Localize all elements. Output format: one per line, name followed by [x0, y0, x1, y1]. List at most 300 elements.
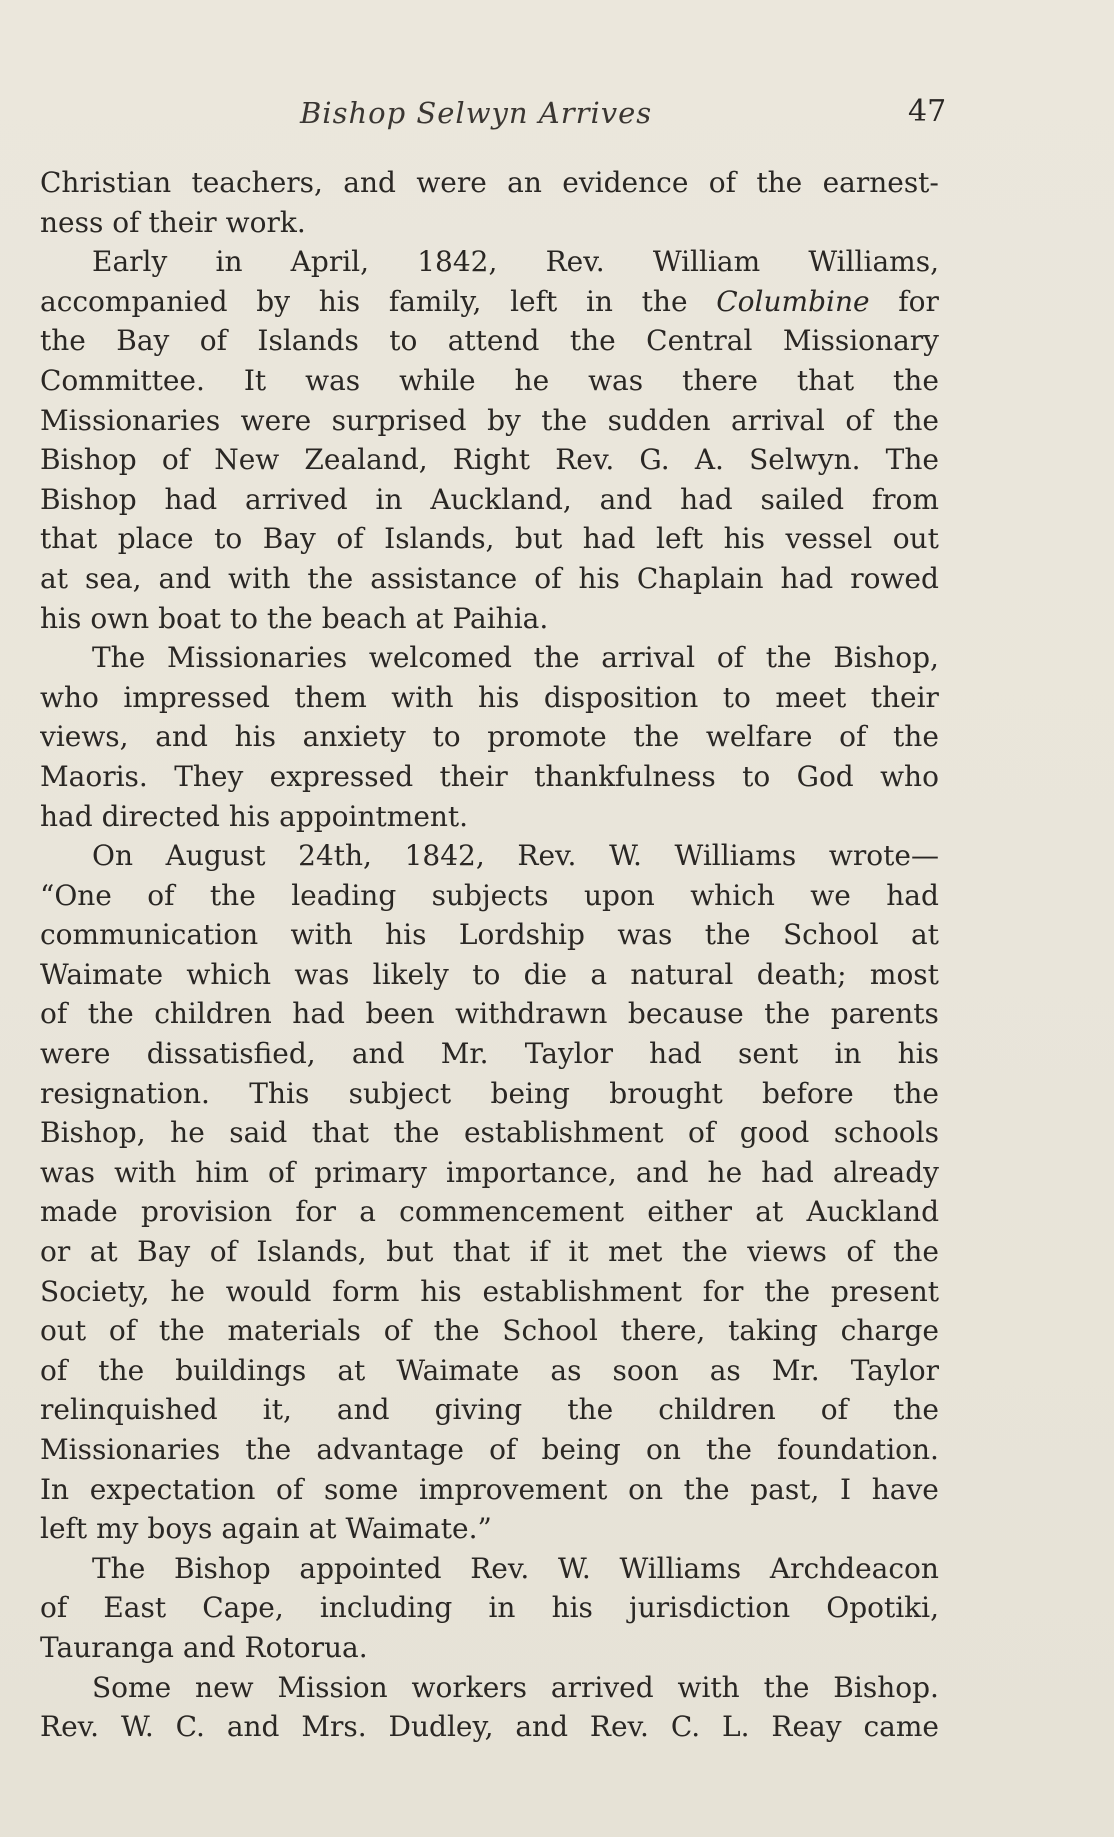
- word: that: [311, 1116, 370, 1150]
- word: Tauranga: [40, 1630, 174, 1664]
- word: the: [541, 403, 588, 437]
- word: G.: [639, 443, 670, 477]
- word: schools: [833, 1116, 939, 1150]
- text-line: [40, 955, 939, 995]
- word: for: [702, 1274, 744, 1308]
- word: Chaplain: [636, 561, 764, 595]
- word: at: [308, 1512, 337, 1546]
- word: was: [588, 363, 644, 397]
- word: the: [893, 363, 939, 397]
- word: the: [633, 720, 680, 754]
- text-line: [40, 994, 939, 1034]
- word: left: [655, 522, 704, 556]
- word: East: [103, 1591, 167, 1625]
- text-line: [40, 915, 939, 955]
- word: with: [290, 918, 353, 952]
- word: on: [628, 1472, 663, 1506]
- word: in: [585, 284, 613, 318]
- word: establishment: [463, 1116, 664, 1150]
- word: W.: [120, 1710, 154, 1744]
- word: Missionaries: [40, 403, 221, 437]
- word: Mr.: [440, 1037, 489, 1071]
- word: left: [40, 1512, 88, 1546]
- word: the: [893, 720, 939, 754]
- word: The: [92, 641, 146, 675]
- word: of: [489, 1433, 517, 1466]
- word: of: [276, 1472, 304, 1506]
- word: had: [649, 1037, 702, 1071]
- body-text: [40, 163, 939, 1747]
- word: at: [337, 1353, 366, 1387]
- word: my: [96, 1512, 139, 1546]
- word: Selwyn.: [749, 443, 861, 477]
- word: their: [439, 759, 508, 793]
- word: the: [763, 1670, 810, 1704]
- word: Taylor: [850, 1353, 939, 1387]
- word: of: [336, 522, 364, 556]
- word: the: [40, 324, 86, 358]
- text-line: [40, 1628, 939, 1668]
- word: of: [112, 205, 140, 239]
- word: that: [40, 522, 98, 556]
- word: views: [747, 1235, 827, 1269]
- word: and: [158, 561, 212, 595]
- word: out: [892, 522, 939, 556]
- word: Rev.: [517, 839, 577, 873]
- word: left: [510, 284, 558, 318]
- word: expressed: [269, 759, 414, 793]
- word: assistance: [370, 561, 518, 595]
- word: Rev.: [555, 443, 615, 477]
- word: of: [820, 1393, 849, 1427]
- text-line: [40, 519, 939, 559]
- running-title: Bishop Selwyn Arrives: [300, 96, 653, 130]
- word: Williams: [674, 839, 797, 873]
- word: we: [810, 878, 851, 912]
- word: and: [155, 720, 208, 754]
- word: of: [839, 720, 867, 754]
- word: Bay: [137, 1235, 191, 1269]
- word: the: [764, 1274, 811, 1308]
- word: Mrs.: [301, 1710, 367, 1744]
- word: as: [550, 1353, 582, 1387]
- word: appointed: [299, 1551, 442, 1585]
- word: importance,: [445, 1155, 617, 1189]
- word: including: [319, 1591, 453, 1625]
- word: in: [488, 1591, 516, 1625]
- word: their: [870, 680, 939, 714]
- word: the: [266, 601, 313, 635]
- word: had: [761, 1155, 814, 1189]
- text-line: [40, 361, 939, 401]
- word: charge: [840, 1314, 939, 1348]
- word: Bishop,: [40, 1116, 146, 1150]
- word: natural: [630, 957, 734, 991]
- word: of: [108, 1314, 137, 1348]
- word: Missionary: [782, 324, 939, 358]
- word: sailed: [760, 482, 844, 516]
- word: upon: [583, 878, 655, 912]
- word: Bay: [116, 324, 170, 358]
- text-line: [40, 1074, 939, 1114]
- word: the: [893, 403, 939, 437]
- word: wrote—: [828, 839, 939, 873]
- word: at: [89, 1235, 118, 1269]
- text-line: [40, 203, 939, 243]
- word: August: [165, 839, 266, 873]
- word: Bishop,: [833, 641, 939, 675]
- word: primary: [314, 1155, 427, 1189]
- word: April,: [290, 245, 370, 279]
- word: who: [40, 680, 99, 714]
- word: already: [832, 1155, 939, 1189]
- word: the: [87, 997, 134, 1031]
- word: New: [214, 443, 280, 477]
- word: impressed: [123, 680, 270, 714]
- text-line: [40, 1113, 939, 1153]
- word: They: [174, 759, 244, 793]
- word: withdrawn: [455, 997, 608, 1031]
- word: in: [375, 482, 403, 516]
- word: some: [323, 1472, 399, 1506]
- word: It: [243, 363, 267, 397]
- word: his: [318, 284, 361, 318]
- word: of: [534, 561, 562, 595]
- word: Bishop.: [833, 1670, 939, 1704]
- word: Taylor: [524, 1037, 613, 1071]
- word: his: [551, 1591, 593, 1625]
- text-line: [40, 678, 939, 718]
- word: the: [764, 997, 811, 1031]
- page-number: 47: [908, 94, 947, 129]
- word: for: [898, 284, 939, 318]
- word: the: [393, 1116, 440, 1150]
- text-line: [40, 1034, 939, 1074]
- word: to: [214, 522, 243, 556]
- word: commencement: [399, 1195, 625, 1229]
- word: their: [148, 205, 217, 239]
- word: likely: [372, 957, 449, 991]
- word: advantage: [316, 1433, 464, 1466]
- word: with: [114, 1155, 177, 1189]
- word: sudden: [607, 403, 711, 437]
- word: most: [869, 957, 939, 991]
- word: arrived: [245, 482, 348, 516]
- word: his: [40, 601, 82, 635]
- word: place: [117, 522, 194, 556]
- word: at: [755, 1195, 784, 1229]
- word: communication: [40, 918, 259, 952]
- word: his: [234, 720, 276, 754]
- word: new: [195, 1670, 254, 1704]
- word: because: [627, 997, 744, 1031]
- word: C.: [175, 1710, 205, 1744]
- word: I: [840, 1472, 852, 1506]
- word: Lordship: [458, 918, 585, 952]
- word: in: [834, 1037, 862, 1071]
- word: have: [871, 1472, 939, 1506]
- word: Rotorua.: [244, 1630, 368, 1664]
- word: that: [452, 1235, 511, 1269]
- text-line: [40, 1311, 939, 1351]
- word: A.: [694, 443, 724, 477]
- word: Auckland,: [430, 482, 572, 516]
- word: disposition: [543, 680, 699, 714]
- word: parents: [830, 997, 939, 1031]
- word: the: [209, 878, 256, 912]
- word: The: [885, 443, 939, 477]
- word: meet: [775, 680, 847, 714]
- word: if: [529, 1235, 549, 1269]
- word: Bay: [262, 522, 316, 556]
- word: 24th,: [298, 839, 372, 873]
- word: Bishop: [40, 482, 137, 516]
- word: the: [307, 561, 354, 595]
- word: Bishop: [40, 443, 137, 477]
- word: good: [739, 1116, 810, 1150]
- word: children: [658, 1393, 776, 1427]
- text-line: [40, 836, 939, 876]
- word: of: [846, 1235, 874, 1269]
- word: work.: [225, 205, 306, 239]
- word: Committee.: [40, 363, 205, 397]
- word: the: [756, 166, 803, 199]
- text-line: [40, 1351, 939, 1391]
- word: Waimate: [396, 1353, 520, 1387]
- word: made: [40, 1195, 118, 1229]
- word: and: [343, 166, 396, 199]
- word: the: [681, 1235, 728, 1269]
- text-line: [40, 638, 939, 678]
- word: in: [215, 245, 243, 279]
- word: had: [164, 482, 218, 516]
- word: to: [229, 601, 258, 635]
- word: The: [92, 1551, 146, 1585]
- word: being: [490, 1076, 570, 1110]
- word: a: [359, 1195, 376, 1229]
- word: Williams: [619, 1551, 742, 1585]
- word: his: [385, 918, 427, 952]
- word: there: [682, 363, 758, 397]
- word: the: [765, 641, 812, 675]
- word: Some: [92, 1670, 172, 1704]
- word: subjects: [431, 878, 549, 912]
- word: of: [383, 1314, 411, 1348]
- text-line: [40, 282, 939, 322]
- word: while: [399, 363, 476, 397]
- word: attend: [447, 324, 540, 358]
- word: it,: [262, 1393, 292, 1427]
- word: past,: [750, 1472, 820, 1506]
- word: an: [507, 166, 542, 199]
- word: the: [683, 1472, 730, 1506]
- word: Paihia.: [452, 601, 549, 635]
- word: children: [154, 997, 272, 1031]
- word: accompanied: [40, 284, 228, 318]
- word: boat: [158, 601, 221, 635]
- word: This: [249, 1076, 310, 1110]
- word: W.: [557, 1551, 591, 1585]
- word: the: [567, 1393, 614, 1427]
- word: either: [647, 1195, 733, 1229]
- word: his: [897, 1037, 939, 1071]
- text-line: [40, 1509, 939, 1549]
- word: William: [652, 245, 761, 279]
- word: he: [170, 1274, 205, 1308]
- word: who: [880, 759, 939, 793]
- word: Early: [92, 245, 168, 279]
- word: his: [723, 522, 765, 556]
- word: of: [199, 324, 227, 358]
- text-line: [40, 1470, 939, 1510]
- text-line: [40, 876, 939, 916]
- word: foundation.: [777, 1433, 939, 1466]
- word: Waimate.”: [345, 1512, 492, 1546]
- word: Christian: [40, 166, 172, 199]
- text-line: [40, 1390, 939, 1430]
- word: of: [708, 166, 736, 199]
- word: his: [477, 680, 520, 714]
- word: Waimate: [40, 957, 164, 991]
- word: improvement: [418, 1472, 608, 1506]
- word: of: [209, 1235, 237, 1269]
- word: he: [170, 1116, 205, 1150]
- word: L.: [722, 1710, 750, 1744]
- word: the: [569, 324, 616, 358]
- word: anxiety: [302, 720, 406, 754]
- word: establishment: [482, 1274, 682, 1308]
- word: and: [599, 482, 653, 516]
- word: or: [40, 1235, 71, 1269]
- word: Islands,: [256, 1235, 367, 1269]
- word: C.: [670, 1710, 701, 1744]
- word: the: [893, 1393, 939, 1427]
- word: Society,: [40, 1274, 150, 1308]
- word: W.: [609, 839, 642, 873]
- word: his: [228, 799, 271, 833]
- word: Archdeacon: [769, 1551, 939, 1585]
- word: of: [40, 997, 68, 1031]
- text-line: [40, 1430, 939, 1470]
- word: had: [886, 878, 939, 912]
- word: subject: [348, 1076, 452, 1110]
- word: God: [796, 759, 854, 793]
- word: were: [40, 1037, 111, 1071]
- word: thankfulness: [534, 759, 716, 793]
- word: arrival: [730, 403, 825, 437]
- word: Islands,: [384, 522, 495, 556]
- word: the: [158, 1314, 205, 1348]
- word: Zealand,: [304, 443, 428, 477]
- text-line: [40, 757, 939, 797]
- word: again: [221, 1512, 300, 1546]
- text-line: [40, 480, 939, 520]
- word: Cape,: [202, 1591, 284, 1625]
- word: directed: [101, 799, 220, 833]
- word: welfare: [705, 720, 813, 754]
- word: was: [305, 363, 361, 397]
- text-line: [40, 1588, 939, 1628]
- word: present: [830, 1274, 939, 1308]
- text-line: [40, 321, 939, 361]
- word: arrived: [550, 1670, 654, 1704]
- word: which: [186, 957, 272, 991]
- word: and: [182, 1630, 236, 1664]
- word: to: [742, 759, 771, 793]
- word: expectation: [89, 1472, 256, 1506]
- word: School: [502, 1314, 598, 1348]
- word: the: [98, 1353, 145, 1387]
- word: met: [608, 1235, 663, 1269]
- word: On: [92, 839, 133, 873]
- word: the: [893, 1076, 939, 1110]
- word: own: [90, 601, 150, 635]
- word: Mission: [277, 1670, 388, 1704]
- word: taking: [728, 1314, 818, 1348]
- word: of: [267, 1155, 296, 1189]
- text-line: [40, 1153, 939, 1193]
- text-line: [40, 1549, 939, 1589]
- text-line: [40, 559, 939, 599]
- word: a: [590, 957, 608, 991]
- word: death;: [756, 957, 847, 991]
- word: Central: [646, 324, 753, 358]
- word: said: [229, 1116, 288, 1150]
- word: was: [617, 918, 673, 952]
- word: Dudley,: [388, 1710, 494, 1744]
- word: at: [910, 918, 939, 952]
- word: surprised: [331, 403, 467, 437]
- word: from: [871, 482, 939, 516]
- word: leading: [291, 878, 397, 912]
- word: Auckland: [806, 1195, 939, 1229]
- text-line: [40, 1707, 939, 1747]
- word: ness: [40, 205, 104, 239]
- word: and: [336, 1393, 390, 1427]
- running-head: [40, 94, 947, 140]
- text-line: [40, 1192, 939, 1232]
- word: Rev.: [589, 1710, 649, 1744]
- word: Missionaries: [40, 1433, 221, 1466]
- text-line: [40, 1232, 939, 1272]
- word: arrival: [601, 641, 696, 675]
- word: 1842,: [404, 839, 485, 873]
- word: earnest-: [822, 166, 939, 199]
- word: there,: [620, 1314, 706, 1348]
- word: Maoris.: [40, 759, 148, 793]
- word: Rev.: [40, 1710, 100, 1744]
- word: Rev.: [545, 245, 605, 279]
- text-line: [40, 242, 939, 282]
- word: soon: [612, 1353, 679, 1387]
- text-line: [40, 599, 939, 639]
- word: with: [228, 561, 291, 595]
- word: Williams,: [808, 245, 939, 279]
- word: of: [845, 403, 873, 437]
- word: welcomed: [368, 641, 512, 675]
- text-line: [40, 163, 939, 203]
- word: on: [646, 1433, 681, 1466]
- word: dissatisfied,: [146, 1037, 316, 1071]
- word: his: [420, 1274, 462, 1308]
- word: but: [515, 522, 563, 556]
- word: promote: [487, 720, 607, 754]
- word: In: [40, 1472, 70, 1506]
- word: had: [680, 482, 733, 516]
- word: resignation.: [40, 1076, 210, 1110]
- italic-word: Columbine: [716, 284, 870, 318]
- word: with: [391, 680, 454, 714]
